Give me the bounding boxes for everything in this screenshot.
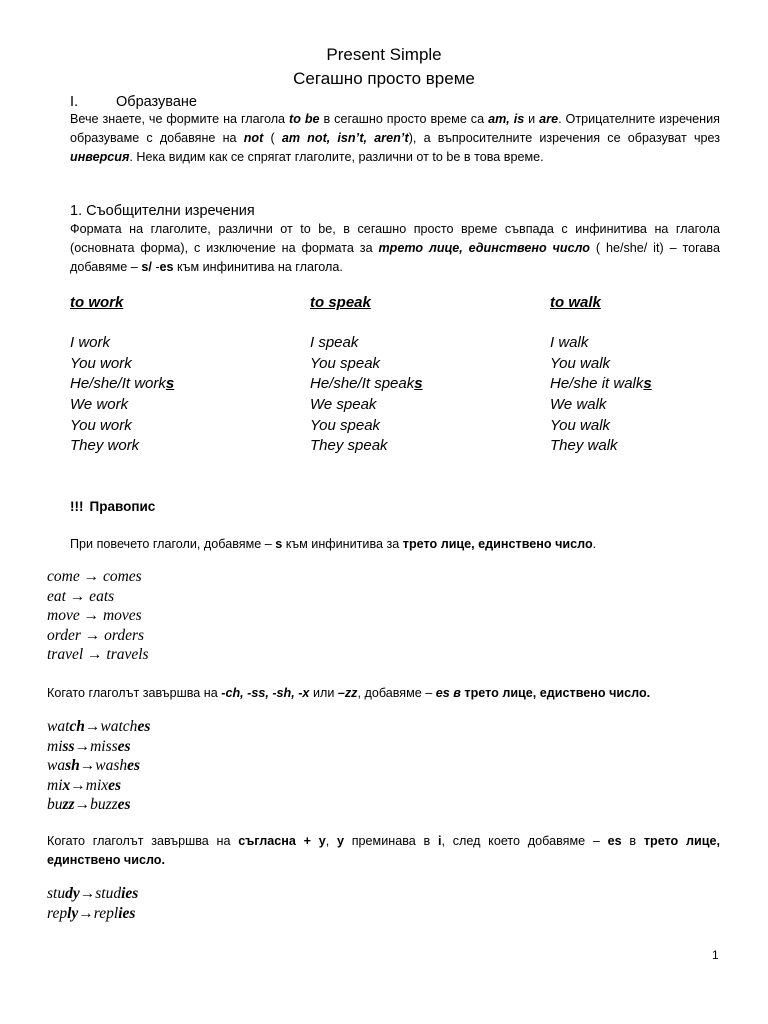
example-text: mi bbox=[47, 737, 63, 755]
example-item bbox=[47, 796, 150, 816]
example-text: wa bbox=[47, 757, 66, 775]
intro-paragraph bbox=[70, 110, 720, 167]
rule-emphasis: трето лице, единствено число bbox=[402, 537, 593, 551]
example-item: order → orders bbox=[47, 626, 145, 644]
example-highlight: ies bbox=[121, 885, 139, 902]
conjugation-row: They speak bbox=[310, 437, 388, 455]
conjugation-row bbox=[550, 375, 652, 396]
rule-text: При повечето глаголи, добавяме – bbox=[70, 537, 276, 551]
conjugation-row: I speak bbox=[310, 334, 359, 351]
conjugation-row: You work bbox=[70, 416, 132, 434]
verb-column bbox=[550, 294, 652, 458]
example-item bbox=[47, 757, 150, 777]
example-text: →watch bbox=[84, 718, 138, 735]
spelling-label: Правопис bbox=[89, 499, 156, 514]
verb-column bbox=[310, 294, 423, 458]
conjugation-row: I work bbox=[70, 334, 111, 351]
example-highlight: dy bbox=[65, 885, 80, 902]
intro-emphasis: not bbox=[243, 131, 264, 145]
example-item bbox=[47, 885, 138, 905]
example-highlight: ies bbox=[118, 904, 136, 922]
example-item: travel → travels bbox=[47, 646, 149, 664]
example-text: →mix bbox=[70, 776, 109, 794]
example-list bbox=[47, 885, 138, 924]
para-text: Формата на глаголите, различни от to be, в сегашно просто време съвпада с инфинитива на глагола (основната форма), с изключение на формата за bbox=[70, 222, 720, 255]
rule-text: Когато глаголът завършва на bbox=[47, 686, 222, 700]
page-subtitle: Сегашно просто време bbox=[293, 69, 475, 88]
para-text: - bbox=[151, 260, 160, 274]
conjugation-row: They work bbox=[70, 437, 140, 455]
spelling-rule bbox=[47, 832, 720, 870]
example-text: mi bbox=[47, 776, 63, 794]
example-highlight: zz bbox=[62, 796, 75, 814]
example-item bbox=[47, 738, 150, 758]
conjugation-row: You speak bbox=[310, 416, 381, 434]
rule-emphasis: y bbox=[336, 834, 344, 848]
example-item: come → comes bbox=[47, 568, 142, 585]
intro-text: Вече знаете, че формите на глагола bbox=[70, 112, 289, 126]
intro-emphasis: инверсия bbox=[70, 150, 130, 164]
para-text: ( he/she/ it) – тогава добавяме – bbox=[70, 241, 720, 274]
intro-emphasis: are bbox=[539, 112, 559, 126]
conjugation-row bbox=[70, 375, 174, 396]
example-highlight: ss bbox=[62, 737, 75, 755]
para-text: към инфинитива на глагола. bbox=[173, 260, 343, 274]
rule-emphasis: es в bbox=[435, 686, 461, 700]
example-text: bu bbox=[47, 796, 63, 814]
third-person-ending: s bbox=[414, 375, 423, 393]
conjugation-row: They walk bbox=[550, 437, 618, 455]
conjugation-row: We walk bbox=[550, 396, 607, 414]
rule-text: или bbox=[309, 686, 338, 700]
example-text: →wash bbox=[79, 757, 128, 775]
example-text: →repl bbox=[78, 904, 119, 922]
intro-text: в сегашно просто време са bbox=[319, 112, 489, 126]
spelling-rule bbox=[70, 535, 720, 554]
example-item bbox=[47, 905, 138, 925]
section-heading bbox=[70, 94, 197, 110]
intro-text: ( bbox=[263, 131, 282, 145]
para-emphasis: трето лице, единствено число bbox=[378, 241, 590, 255]
example-text: rep bbox=[47, 904, 68, 922]
conjugation-text: He/she/It speak bbox=[310, 375, 415, 393]
conjugation-text: He/she/It work bbox=[70, 375, 166, 393]
rule-text: . bbox=[592, 537, 597, 551]
verb-heading: to work bbox=[70, 294, 124, 311]
verb-column bbox=[70, 294, 174, 458]
example-highlight: es bbox=[117, 796, 131, 814]
third-person-ending: s bbox=[643, 375, 652, 393]
conjugation-row: You walk bbox=[550, 416, 611, 434]
intro-emphasis: to be bbox=[289, 112, 320, 126]
example-list bbox=[47, 568, 149, 666]
conjugation-row: We work bbox=[70, 396, 129, 414]
example-highlight: ly bbox=[67, 904, 79, 922]
example-highlight: es bbox=[108, 776, 122, 794]
rule-text: , bbox=[325, 834, 337, 848]
rule-emphasis: es bbox=[607, 834, 622, 848]
example-highlight: x bbox=[62, 776, 71, 794]
rule-text: към инфинитива за bbox=[282, 537, 403, 551]
intro-emphasis: am not, isn’t, aren’t bbox=[281, 131, 409, 145]
example-item bbox=[47, 718, 150, 738]
para-emphasis: s/ bbox=[141, 260, 152, 274]
para-emphasis: es bbox=[159, 260, 174, 274]
example-text: →buzz bbox=[74, 796, 118, 814]
example-highlight: es bbox=[117, 737, 131, 755]
example-list bbox=[47, 718, 150, 816]
conjugation-text: He/she it walk bbox=[550, 375, 644, 393]
conjugation-row: I walk bbox=[550, 334, 589, 351]
intro-text: . Отрицателните изречения образуваме с добавяне на bbox=[70, 112, 720, 145]
verb-heading: to walk bbox=[550, 294, 601, 311]
example-text: stu bbox=[47, 885, 66, 902]
rule-emphasis: трето лице, единствено число. bbox=[47, 834, 720, 867]
subsection-heading: 1. Съобщителни изречения bbox=[70, 203, 255, 219]
rule-paragraph bbox=[70, 220, 720, 277]
intro-emphasis: am, is bbox=[488, 112, 525, 126]
section-label: Образуване bbox=[116, 94, 197, 110]
spelling-rule bbox=[47, 684, 720, 703]
page-number: 1 bbox=[712, 948, 719, 962]
intro-text: ), а въпросителните изречения се образуват чрез bbox=[408, 131, 721, 145]
example-item bbox=[47, 777, 150, 797]
example-highlight: sh bbox=[65, 757, 80, 775]
example-text: →miss bbox=[74, 737, 118, 755]
rule-emphasis: трето лице, едиствено число. bbox=[460, 686, 651, 700]
conjugation-row: You walk bbox=[550, 354, 611, 372]
spelling-heading bbox=[70, 499, 155, 514]
rule-emphasis: -ch, -ss, -sh, -x bbox=[221, 686, 310, 700]
section-number: I. bbox=[70, 94, 79, 110]
example-highlight: es bbox=[137, 718, 151, 735]
rule-text: преминава в bbox=[343, 834, 438, 848]
example-highlight: ch bbox=[69, 718, 85, 735]
example-highlight: es bbox=[127, 757, 141, 775]
third-person-ending: s bbox=[165, 375, 175, 393]
intro-text: и bbox=[524, 112, 540, 126]
verb-heading: to speak bbox=[310, 294, 371, 311]
example-item: move → moves bbox=[47, 607, 142, 625]
example-item: eat → eats bbox=[47, 587, 115, 605]
rule-text: , добавяме – bbox=[357, 686, 436, 700]
rule-emphasis: съгласна + y bbox=[238, 834, 326, 848]
exclamation-marks: !!! bbox=[70, 499, 84, 514]
conjugation-row: You speak bbox=[310, 354, 381, 372]
rule-text: Когато глаголът завършва на bbox=[47, 834, 239, 848]
example-text: wat bbox=[47, 718, 70, 735]
page-title: Present Simple bbox=[326, 45, 442, 64]
rule-emphasis: s bbox=[275, 537, 283, 551]
rule-emphasis: –zz bbox=[337, 686, 358, 700]
conjugation-row bbox=[310, 375, 423, 396]
example-text: →stud bbox=[79, 885, 122, 902]
rule-text: , след което добавяме – bbox=[441, 834, 608, 848]
rule-emphasis: i bbox=[437, 834, 442, 848]
rule-text: в bbox=[621, 834, 644, 848]
conjugation-row: You work bbox=[70, 354, 132, 372]
conjugation-row: We speak bbox=[310, 396, 377, 414]
intro-text: . Нека видим как се спрягат глаголите, различни от to be в това време. bbox=[129, 150, 544, 164]
